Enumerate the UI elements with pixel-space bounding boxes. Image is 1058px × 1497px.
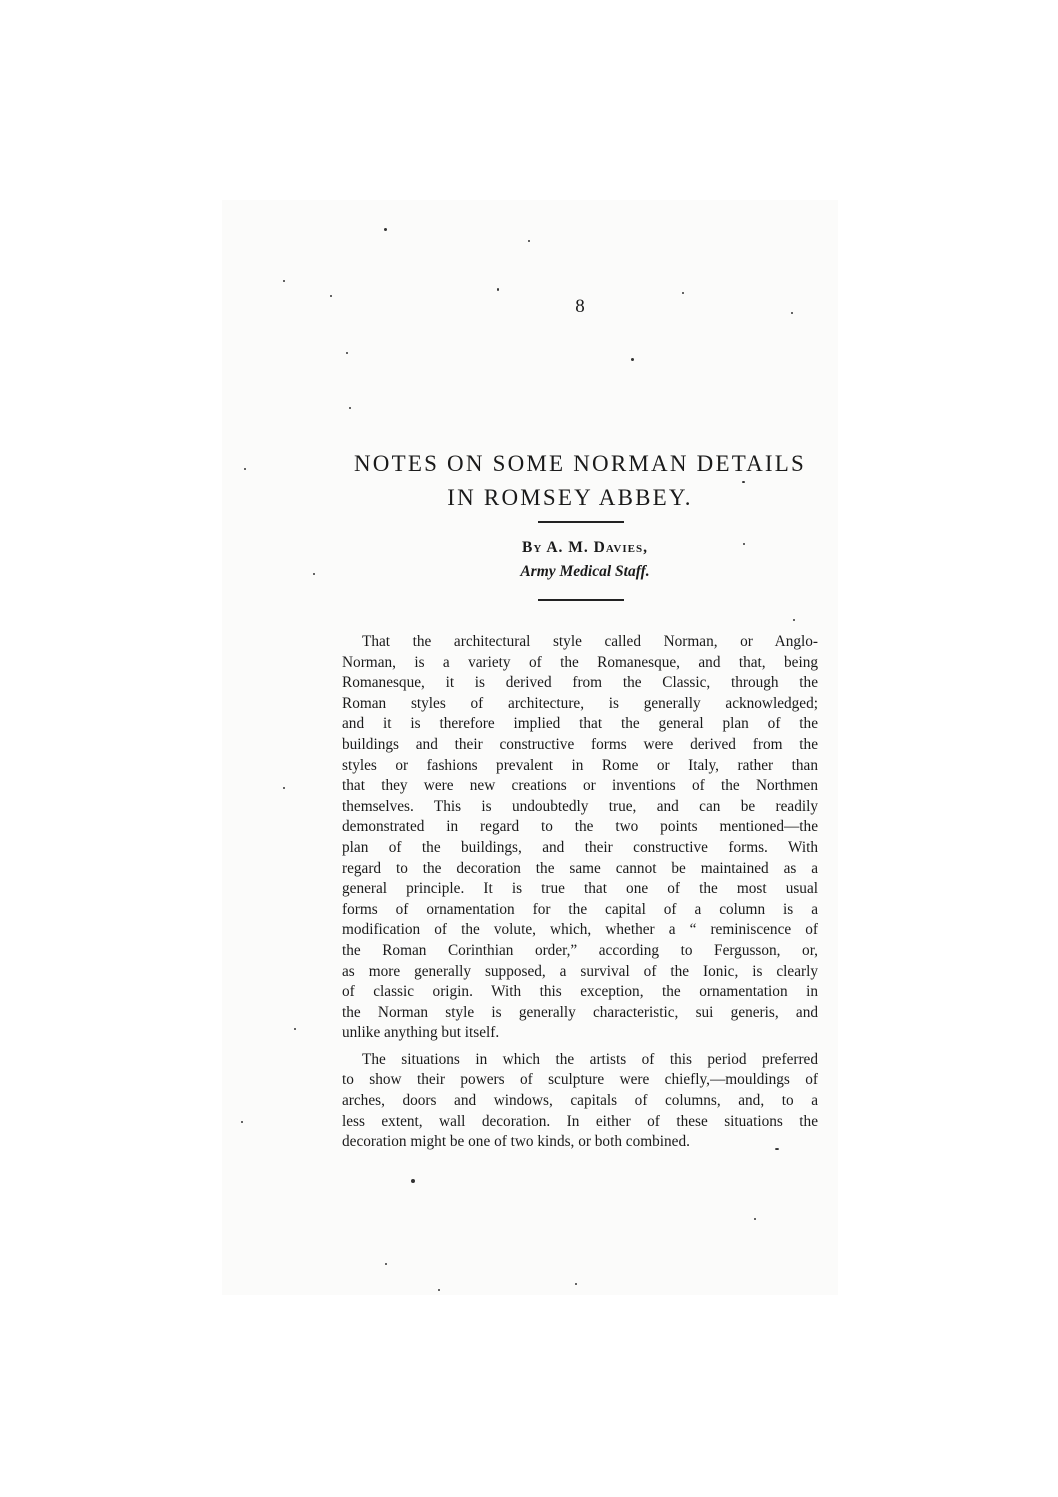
byline xyxy=(440,536,720,584)
author-name: By A. M. Davies, xyxy=(522,539,648,556)
text-line: the Roman Corinthian order,” according to Fergusson, or, xyxy=(342,941,818,959)
text-line: arches, doors and windows, capitals of columns, and, to a xyxy=(342,1092,818,1110)
article-body xyxy=(342,632,818,1153)
text-line: general principle. It is true that one of the most usual xyxy=(342,880,818,898)
title-line-1: NOTES ON SOME NORMAN DETAILS xyxy=(353,451,807,477)
text-line: plan of the buildings, and their constructive forms. With xyxy=(342,838,818,856)
text-line: Norman, is a variety of the Romanesque, and that, being xyxy=(342,653,818,671)
text-line: Romanesque, it is derived from the Classic, through the xyxy=(342,674,818,692)
text-line: Roman styles of architecture, is generally acknowledged; xyxy=(342,694,818,712)
text-line: and it is therefore implied that the general plan of the xyxy=(342,715,818,733)
text-line: to show their powers of sculpture were chiefly,—mouldings of xyxy=(342,1071,818,1089)
author-affiliation: Army Medical Staff. xyxy=(520,563,650,580)
text-line: as more generally supposed, a survival of the Ionic, is clearly xyxy=(342,962,818,980)
article-title xyxy=(300,447,860,515)
text-line: The situations in which the artists of this period preferred xyxy=(362,1050,818,1068)
title-line-2: IN ROMSEY ABBEY. xyxy=(447,485,693,511)
text-line: demonstrated in regard to the two points mentioned—the xyxy=(342,818,818,836)
text-line: modification of the volute, which, whether a “ reminiscence of xyxy=(342,921,818,939)
text-line: less extent, wall decoration. In either of these situations the xyxy=(342,1112,818,1130)
divider-rule-bottom xyxy=(538,599,624,601)
text-line: of classic origin. With this exception, the ornamentation in xyxy=(342,983,818,1001)
divider-rule-top xyxy=(538,521,624,523)
text-line: unlike anything but itself. xyxy=(342,1024,500,1042)
paragraph-1 xyxy=(342,632,818,1044)
page-number: 8 xyxy=(575,296,585,317)
text-line: buildings and their constructive forms were derived from the xyxy=(342,735,818,753)
paragraph-2 xyxy=(342,1050,818,1153)
text-line: decoration might be one of two kinds, or both combined. xyxy=(342,1133,690,1151)
text-line: themselves. This is undoubtedly true, and can be readily xyxy=(342,797,818,815)
text-line: styles or fashions prevalent in Rome or Italy, rather than xyxy=(342,756,818,774)
text-line: that they were new creations or inventions of the Northmen xyxy=(342,777,818,795)
text-line: forms of ornamentation for the capital of a column is a xyxy=(342,900,818,918)
text-line: regard to the decoration the same cannot be maintained as a xyxy=(342,859,818,877)
text-line: That the architectural style called Norman, or Anglo- xyxy=(362,633,818,650)
text-line: the Norman style is generally characteristic, sui generis, and xyxy=(342,1003,818,1021)
